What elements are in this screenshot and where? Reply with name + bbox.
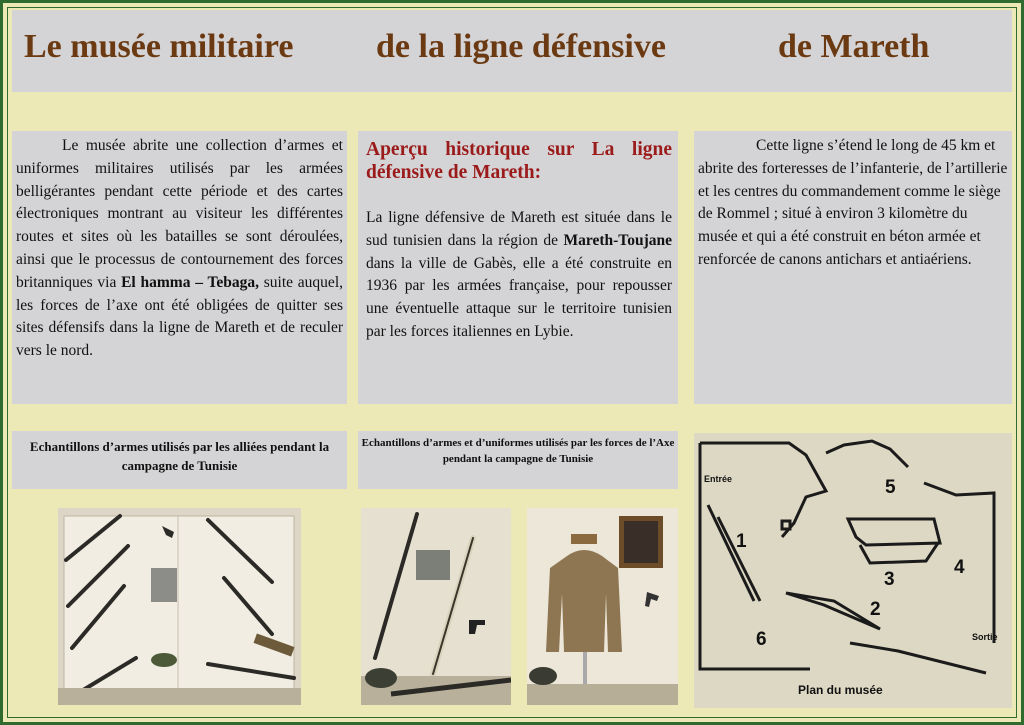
map-room-1: 1 <box>736 531 747 552</box>
museum-description <box>12 131 347 404</box>
overview-text <box>366 207 672 344</box>
title-banner <box>12 10 1012 92</box>
map-room-4: 4 <box>954 557 965 578</box>
allies-caption: Echantillons d’armes utilisés par les alliées pendant la campagne de Tunisie <box>12 431 347 489</box>
overview-text-bold: Mareth-Toujane <box>563 231 672 249</box>
title-part-3: de Mareth <box>778 28 930 65</box>
overview-heading: Aperçu historique sur La ligne défensive de Mareth: <box>366 139 672 183</box>
museum-text-2: suite auquel, les forces de l’axe ont été obligées de quitter ses sites défensifs dans la ligne de Mareth et de reculer vers le nord. <box>16 273 343 360</box>
map-entrance-label: Entrée <box>704 474 733 484</box>
map-caption: Plan du musée <box>798 683 883 697</box>
line-text: Cette ligne s’étend le long de 45 km et abrite des forteresses de l’infanterie, de l’artillerie et les centres du commandement comme le siège de Rommel ; situé à environ 3 kilomètre du musée et qui a été construit en béton armée et renforcée de canons antichars et antiaériens. <box>698 137 1008 268</box>
line-description <box>694 131 1012 404</box>
axis-caption: Echantillons d’armes et d’uniformes utilisés par les forces de l’Axe pendant la campagne de Tunisie <box>358 431 678 489</box>
map-room-2: 2 <box>870 599 881 620</box>
historical-overview <box>358 131 678 404</box>
axis-weapons-photo <box>361 508 511 705</box>
title-part-2: de la ligne défensive <box>376 28 666 65</box>
map-room-3: 3 <box>884 569 895 590</box>
title-part-1: Le musée militaire <box>24 28 294 65</box>
map-exit-label: Sortie <box>972 632 998 642</box>
map-room-6: 6 <box>756 629 767 650</box>
museum-text-bold: El hamma – Tebaga, <box>121 273 259 291</box>
overview-text-2: dans la ville de Gabès, elle a été construite en 1936 par les armées française, pour repousser une éventuelle attaque sur le territoire tunisien par les forces italiennes en Lybie. <box>366 254 672 340</box>
axis-uniform-photo <box>527 508 678 705</box>
overview-text-1: La ligne défensive de Mareth est située dans le sud tunisien dans la région de <box>366 209 672 249</box>
map-room-5: 5 <box>885 477 896 498</box>
allied-weapons-photo <box>58 508 301 705</box>
museum-text-1: Le musée abrite une collection d’armes et uniformes militaires utilisés par les armées belligérantes pendant cette période et des cartes électroniques montrant au visiteur les différentes routes et sites où les batailles se sont déroulées, ainsi que le processus de contournement des forces britanniques via <box>16 137 343 291</box>
museum-plan <box>694 433 1012 708</box>
